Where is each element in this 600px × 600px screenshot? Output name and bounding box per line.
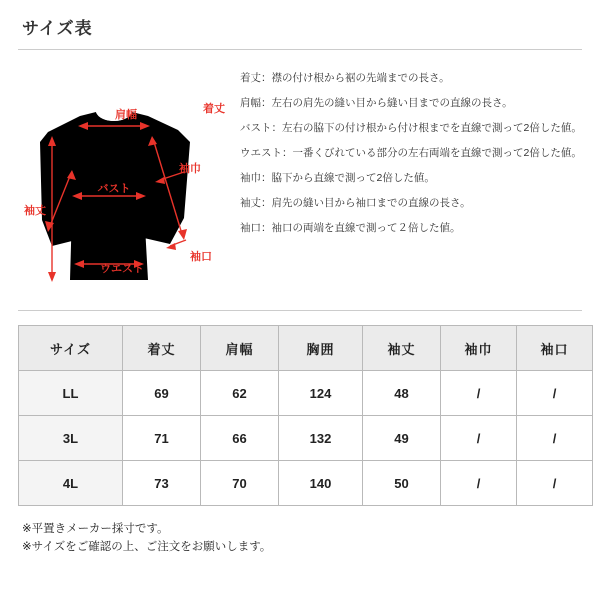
footnote-item: ※サイズをご確認の上、ご注文をお願いします。	[22, 541, 272, 553]
column-header: 袖口	[517, 326, 593, 371]
cell: 132	[279, 416, 363, 461]
label-waist: ウエスト	[100, 263, 144, 275]
cell: /	[517, 461, 593, 506]
cell: 49	[363, 416, 441, 461]
cell: /	[517, 416, 593, 461]
cell: 124	[279, 371, 363, 416]
diagram-panel	[18, 49, 582, 311]
note-item: 袖巾：脇下から直線で測って2倍した値。	[240, 172, 435, 184]
cell: 50	[363, 461, 441, 506]
label-cuff: 袖口	[190, 251, 212, 263]
column-header: 袖巾	[441, 326, 517, 371]
page-title: サイズ表	[22, 19, 93, 38]
label-shoulder: 肩幅	[115, 109, 137, 121]
cell: /	[517, 371, 593, 416]
cell: /	[441, 461, 517, 506]
label-sleeve-length: 袖丈	[24, 205, 46, 217]
note-item: 袖丈：肩先の縫い目から袖口までの直線の長さ。	[240, 197, 471, 209]
cell: 66	[201, 416, 279, 461]
table-row	[19, 416, 593, 461]
label-bust: バスト	[97, 183, 131, 195]
note-item: 肩幅：左右の肩先の縫い目から縫い目までの直線の長さ。	[240, 97, 513, 109]
table-header-row	[19, 326, 593, 371]
cell: 48	[363, 371, 441, 416]
cell: 73	[123, 461, 201, 506]
note-item: 着丈：襟の付け根から裾の先端までの長さ。	[240, 72, 450, 84]
row-size-label: 4L	[19, 461, 123, 506]
row-size-label: LL	[19, 371, 123, 416]
cell: /	[441, 371, 517, 416]
column-header: 胸囲	[279, 326, 363, 371]
cell: 70	[201, 461, 279, 506]
table-row	[19, 371, 593, 416]
column-header: 着丈	[123, 326, 201, 371]
label-length: 着丈	[203, 103, 225, 115]
footnotes	[22, 520, 578, 556]
column-header: 肩幅	[201, 326, 279, 371]
column-header: 袖丈	[363, 326, 441, 371]
note-item: 袖口：袖口の両端を直線で測って２倍した値。	[240, 222, 461, 234]
column-header: サイズ	[19, 326, 123, 371]
cell: 140	[279, 461, 363, 506]
cell: /	[441, 416, 517, 461]
row-size-label: 3L	[19, 416, 123, 461]
cell: 62	[201, 371, 279, 416]
note-item: ウエスト：一番くびれている部分の左右両端を直線で測って2倍した値。	[240, 147, 582, 159]
measurement-notes	[240, 72, 590, 247]
table-row	[19, 461, 593, 506]
size-table	[18, 325, 593, 506]
label-sleeve-width: 袖巾	[179, 163, 201, 175]
cell: 69	[123, 371, 201, 416]
note-item: バスト：左右の脇下の付け根から付け根までを直線で測って2倍した値。	[240, 122, 582, 134]
garment-diagram	[18, 50, 238, 312]
cell: 71	[123, 416, 201, 461]
footnote-item: ※平置きメーカー採寸です。	[22, 523, 169, 535]
